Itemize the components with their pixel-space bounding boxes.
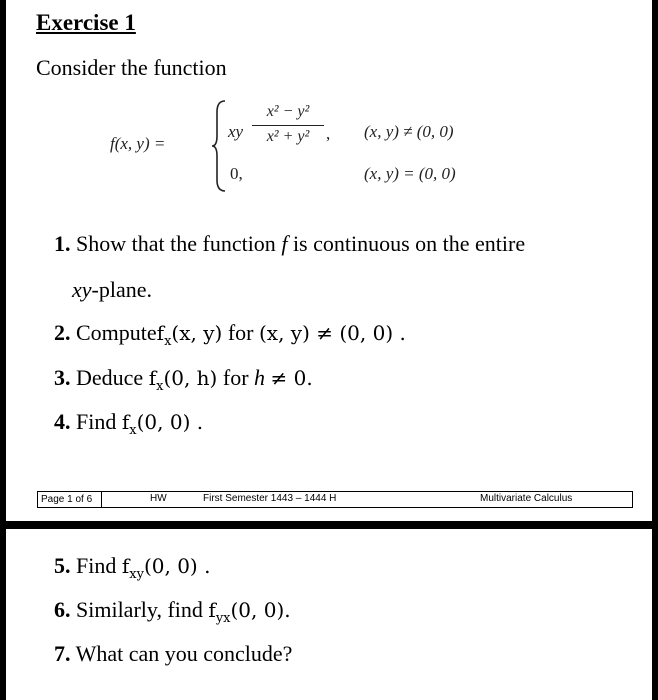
- footer-page-number: Page 1 of 6: [38, 492, 102, 507]
- math-fx: [121, 410, 204, 438]
- math-subscript: yx: [215, 611, 231, 626]
- math-args: (0, h): [163, 366, 218, 390]
- math-args: (0, 0).: [230, 598, 291, 622]
- question-1: [54, 231, 525, 257]
- question-text: Show that the function: [76, 231, 276, 256]
- question-text: -plane.: [91, 277, 152, 302]
- math-f: f: [121, 554, 130, 578]
- page-footer: [37, 491, 633, 508]
- formula-fraction: [252, 103, 324, 148]
- question-number: 3.: [54, 365, 71, 390]
- intro-text: Consider the function: [36, 55, 227, 80]
- question-number: 4.: [54, 409, 71, 434]
- math-args: (0, 0) .: [143, 554, 211, 578]
- math-subscript: x: [156, 379, 164, 394]
- footer-hw: HW: [150, 493, 167, 504]
- math-f: f: [281, 231, 288, 256]
- formula-zero-case: 0,: [230, 164, 243, 183]
- question-text: Deduce: [76, 365, 144, 390]
- math-xy: xy: [72, 277, 92, 302]
- math-subscript: x: [164, 334, 172, 349]
- question-text: is continuous on the entire: [292, 231, 526, 256]
- math-subscript: x: [129, 423, 137, 438]
- formula-condition-nonzero: (x, y) ≠ (0, 0): [364, 122, 454, 141]
- math-fx: [156, 321, 223, 349]
- math-f: f: [148, 366, 157, 390]
- question-number: 2.: [54, 320, 71, 345]
- piecewise-formula: [110, 100, 530, 195]
- math-f: f: [208, 598, 216, 622]
- math-h: h: [254, 365, 266, 390]
- left-brace-icon: [210, 98, 228, 194]
- fraction-bar: [252, 125, 324, 126]
- formula-condition-zero: (x, y) = (0, 0): [364, 164, 456, 183]
- formula-xy: xy: [228, 122, 244, 141]
- fraction-numerator: x² − y²: [266, 103, 310, 120]
- footer-course: Multivariate Calculus: [480, 493, 573, 504]
- question-number: 1.: [54, 231, 71, 256]
- math-args: (x, y): [171, 321, 223, 345]
- question-5: [54, 553, 210, 582]
- math-condition: (x, y) ≠ (0, 0) .: [258, 321, 406, 345]
- math-fx: [148, 366, 218, 394]
- question-number: 7.: [54, 641, 71, 666]
- question-4: [54, 409, 203, 438]
- question-3: [54, 365, 313, 394]
- formula-lhs: f(x, y) =: [110, 134, 166, 153]
- question-text: Find: [76, 409, 117, 434]
- math-condition: ≠ 0.: [270, 366, 313, 390]
- math-fyx: [208, 598, 291, 626]
- question-1-continued: [72, 277, 152, 303]
- question-number: 6.: [54, 597, 71, 622]
- exercise-title: Exercise 1: [36, 10, 136, 35]
- math-f: f: [121, 410, 130, 434]
- question-text: Compute: [76, 320, 157, 345]
- math-args: (0, 0) .: [136, 410, 204, 434]
- math-subscript: xy: [129, 567, 144, 582]
- question-2: [54, 320, 406, 349]
- question-6: [54, 597, 291, 626]
- question-text: Similarly, find: [76, 597, 203, 622]
- math-f: f: [156, 321, 165, 345]
- question-text: What can you conclude?: [75, 641, 293, 666]
- question-text: for: [227, 320, 254, 345]
- question-7: [54, 641, 292, 667]
- question-number: 5.: [54, 553, 71, 578]
- math-fxy: [121, 554, 211, 582]
- question-text: Find: [76, 553, 117, 578]
- footer-semester: First Semester 1443 – 1444 H: [203, 493, 337, 504]
- formula-comma: ,: [326, 124, 331, 143]
- question-text: for: [222, 365, 249, 390]
- fraction-denominator: x² + y²: [266, 128, 310, 145]
